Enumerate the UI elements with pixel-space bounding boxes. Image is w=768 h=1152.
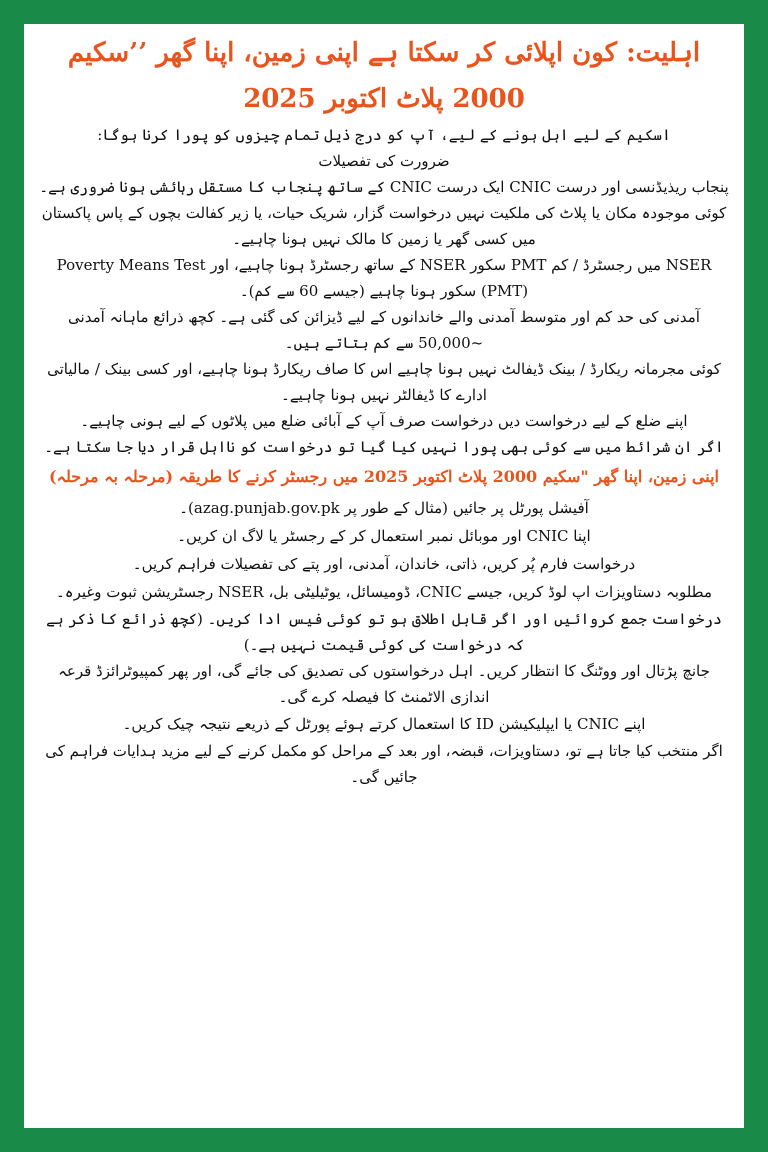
content-card bbox=[24, 24, 744, 1128]
requirement-item: آمدنی کی حد کم اور متوسط آمدنی والے خاندانوں کے لیے ڈیزائن کی گئی ہے۔ کچھ ذرائع ماہانہ آمدنی ~50,000 سے کم بتاتے ہیں۔ bbox=[68, 308, 700, 352]
step-item: اپنا CNIC اور موبائل نمبر استعمال کر کے رجسٹر یا لاگ ان کریں۔ bbox=[177, 527, 591, 545]
step-item: درخواست فارم پُر کریں، ذاتی، خاندان، آمدنی، اور پتے کی تفصیلات فراہم کریں۔ bbox=[132, 555, 636, 573]
page-title: اہلیت: کون اپلائی کر سکتا ہے اپنی زمین، اپنا گھر ’’سکیم 2000 پلاٹ اکتوبر 2025 bbox=[67, 38, 701, 114]
step-item: آفیشل پورٹل پر جائیں (مثال کے طور پر azag.punjab.gov.pk)۔ bbox=[179, 499, 589, 517]
step-item: اپنے CNIC یا ایپلیکیشن ID کا استعمال کرتے ہوئے پورٹل کے ذریعے نتیجہ چیک کریں۔ bbox=[122, 715, 646, 733]
article-body bbox=[24, 24, 744, 790]
step-item: اگر منتخب کیا جاتا ہے تو، دستاویزات، قبضہ، اور بعد کے مراحل کو مکمل کرنے کے لیے مزید ہدایات فراہم کی جائیں گی۔ bbox=[45, 742, 723, 786]
requirement-item: اپنے ضلع کے لیے درخواست دیں درخواست صرف آپ کے آبائی ضلع میں پلاٹوں کے لیے ہونی چاہیے۔ bbox=[80, 412, 688, 430]
howto-heading: اپنی زمین، اپنا گھر "سکیم 2000 پلاٹ اکتوبر 2025 میں رجسٹر کرنے کا طریقہ (مرحلہ بہ مرحلہ) bbox=[49, 467, 719, 486]
requirement-item: پنجاب ریذیڈنسی اور درست CNIC ایک درست CNIC کے ساتھ پنجاب کا مستقل رہائشی ہونا ضروری ہے۔ bbox=[39, 178, 729, 196]
step-item: مطلوبہ دستاویزات اپ لوڈ کریں، جیسے CNIC، ڈومیسائل، یوٹیلیٹی بل، NSER رجسٹریشن ثبوت وغیرہ۔ bbox=[55, 583, 713, 601]
requirement-item: اگر ان شرائط میں سے کوئی بھی پورا نہیں کیا گیا تو درخواست کو نااہل قرار دیا جا سکتا ہے۔ bbox=[44, 438, 724, 456]
requirement-item: کوئی موجودہ مکان یا پلاٹ کی ملکیت نہیں درخواست گزار، شریک حیات، یا زیر کفالت بچوں کے پاس پاکستان میں کسی گھر یا زمین کا مالک نہیں ہونا چاہیے۔ bbox=[41, 204, 727, 248]
requirement-item: NSER میں رجسٹرڈ / کم PMT سکور NSER کے ساتھ رجسٹرڈ ہونا چاہیے، اور Poverty Means Test (PMT) سکور ہونا چاہیے (جیسے 60 سے کم)۔ bbox=[56, 256, 712, 300]
step-item: جانچ پڑتال اور ووٹنگ کا انتظار کریں۔ اہل درخواستوں کی تصدیق کی جائے گی، اور پھر کمپیوٹرائزڈ قرعہ اندازی الاٹمنٹ کا فیصلہ کرے گی۔ bbox=[58, 662, 710, 706]
requirement-item: کوئی مجرمانہ ریکارڈ / بینک ڈیفالٹ نہیں ہونا چاہیے اس کا صاف ریکارڈ ہونا چاہیے، اور کسی بینک / مالیاتی ادارے کا ڈیفالٹر نہیں ہونا چاہیے۔ bbox=[47, 360, 721, 404]
intro-text: اسکیم کے لیے اہل ہونے کے لیے، آپ کو درج ذیل تمام چیزوں کو پورا کرنا ہوگا: bbox=[97, 126, 671, 144]
requirements-heading: ضرورت کی تفصیلات bbox=[318, 152, 450, 170]
step-item: درخواست جمع کروائیں اور اگر قابل اطلاق ہو تو کوئی فیس ادا کریں۔ (کچھ ذرائع کا ذکر ہے کہ درخواست کی کوئی قیمت نہیں ہے۔) bbox=[46, 610, 722, 654]
